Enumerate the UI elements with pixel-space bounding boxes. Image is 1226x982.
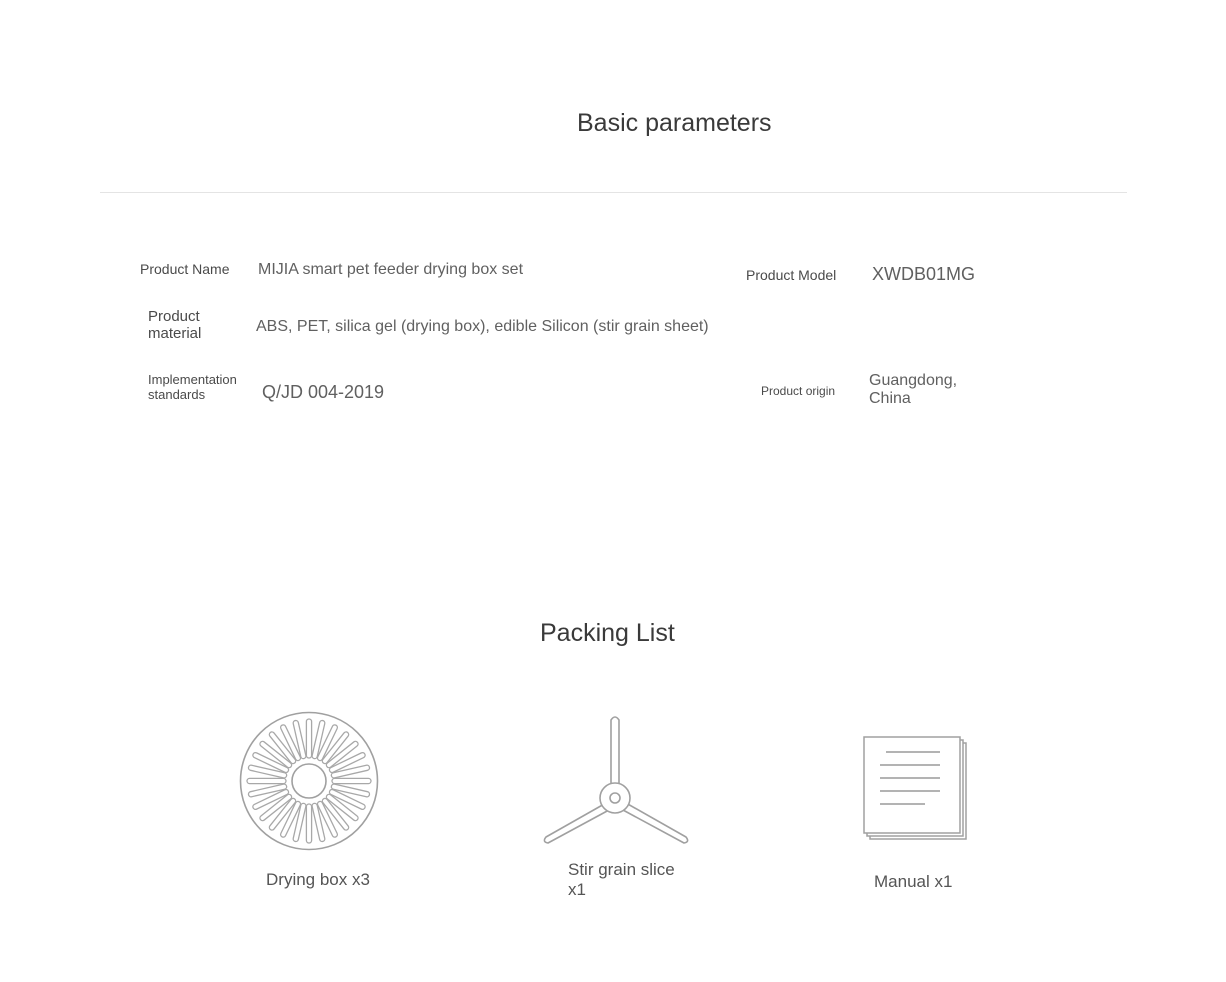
- drying-box-slot: [248, 765, 287, 779]
- product-material-label-line2: material: [148, 325, 202, 343]
- drying-box-slot: [259, 793, 293, 821]
- product-material-label: [148, 308, 201, 343]
- stir-grain-slice-caption-line2: x1: [568, 879, 586, 899]
- origin-value-line1: Guangdong,: [869, 372, 958, 389]
- drying-box-slot: [321, 797, 349, 831]
- stir-grain-slice-caption-line1: Stir grain slice: [568, 860, 675, 879]
- standards-label: [148, 373, 237, 403]
- drying-box-caption: Drying box x3: [266, 870, 370, 889]
- basic-parameters-heading: Basic parameters: [577, 109, 772, 137]
- standards-label-line2: standards: [148, 386, 206, 402]
- drying-box-slot: [268, 731, 296, 765]
- section-divider: [100, 192, 1127, 193]
- drying-box-slot: [293, 803, 307, 842]
- drying-box-slot: [248, 784, 287, 798]
- product-model-label: Product Model: [746, 267, 837, 283]
- drying-box-slot: [321, 731, 349, 765]
- drying-box-slot: [259, 740, 293, 768]
- drying-box-slot: [312, 803, 326, 842]
- product-material-label-line1: Product: [148, 308, 200, 325]
- origin-value-line2: China: [869, 390, 911, 408]
- packing-list-heading: Packing List: [540, 619, 675, 647]
- drying-box-slot: [312, 720, 326, 759]
- drying-box-slot: [306, 719, 311, 758]
- drying-box-slot: [325, 793, 359, 821]
- product-name-label: Product Name: [140, 261, 230, 277]
- origin-value: [869, 372, 957, 409]
- product-material-value: ABS, PET, silica gel (drying box), edible Silicon (stir grain sheet): [256, 318, 709, 335]
- origin-label: Product origin: [761, 384, 836, 398]
- product-name-value: MIJIA smart pet feeder drying box set: [258, 261, 524, 278]
- drying-box-slot: [247, 778, 286, 783]
- drying-box-slot: [331, 765, 370, 779]
- standards-label-line1: Implementation: [148, 372, 237, 387]
- drying-box-slot: [293, 720, 307, 759]
- drying-box-slot: [268, 797, 296, 831]
- product-model-value: XWDB01MG: [872, 264, 976, 284]
- drying-box-slot: [306, 804, 311, 843]
- drying-box-slot: [331, 784, 370, 798]
- stir-grain-slice-caption: [568, 860, 675, 899]
- stir-grain-slice-icon: [540, 714, 692, 846]
- drying-box-icon: [239, 711, 379, 851]
- drying-box-slot: [332, 778, 371, 783]
- manual-icon: [862, 735, 970, 845]
- manual-caption: Manual x1: [874, 872, 953, 891]
- standards-value: Q/JD 004-2019: [262, 382, 385, 402]
- drying-box-slot: [325, 740, 359, 768]
